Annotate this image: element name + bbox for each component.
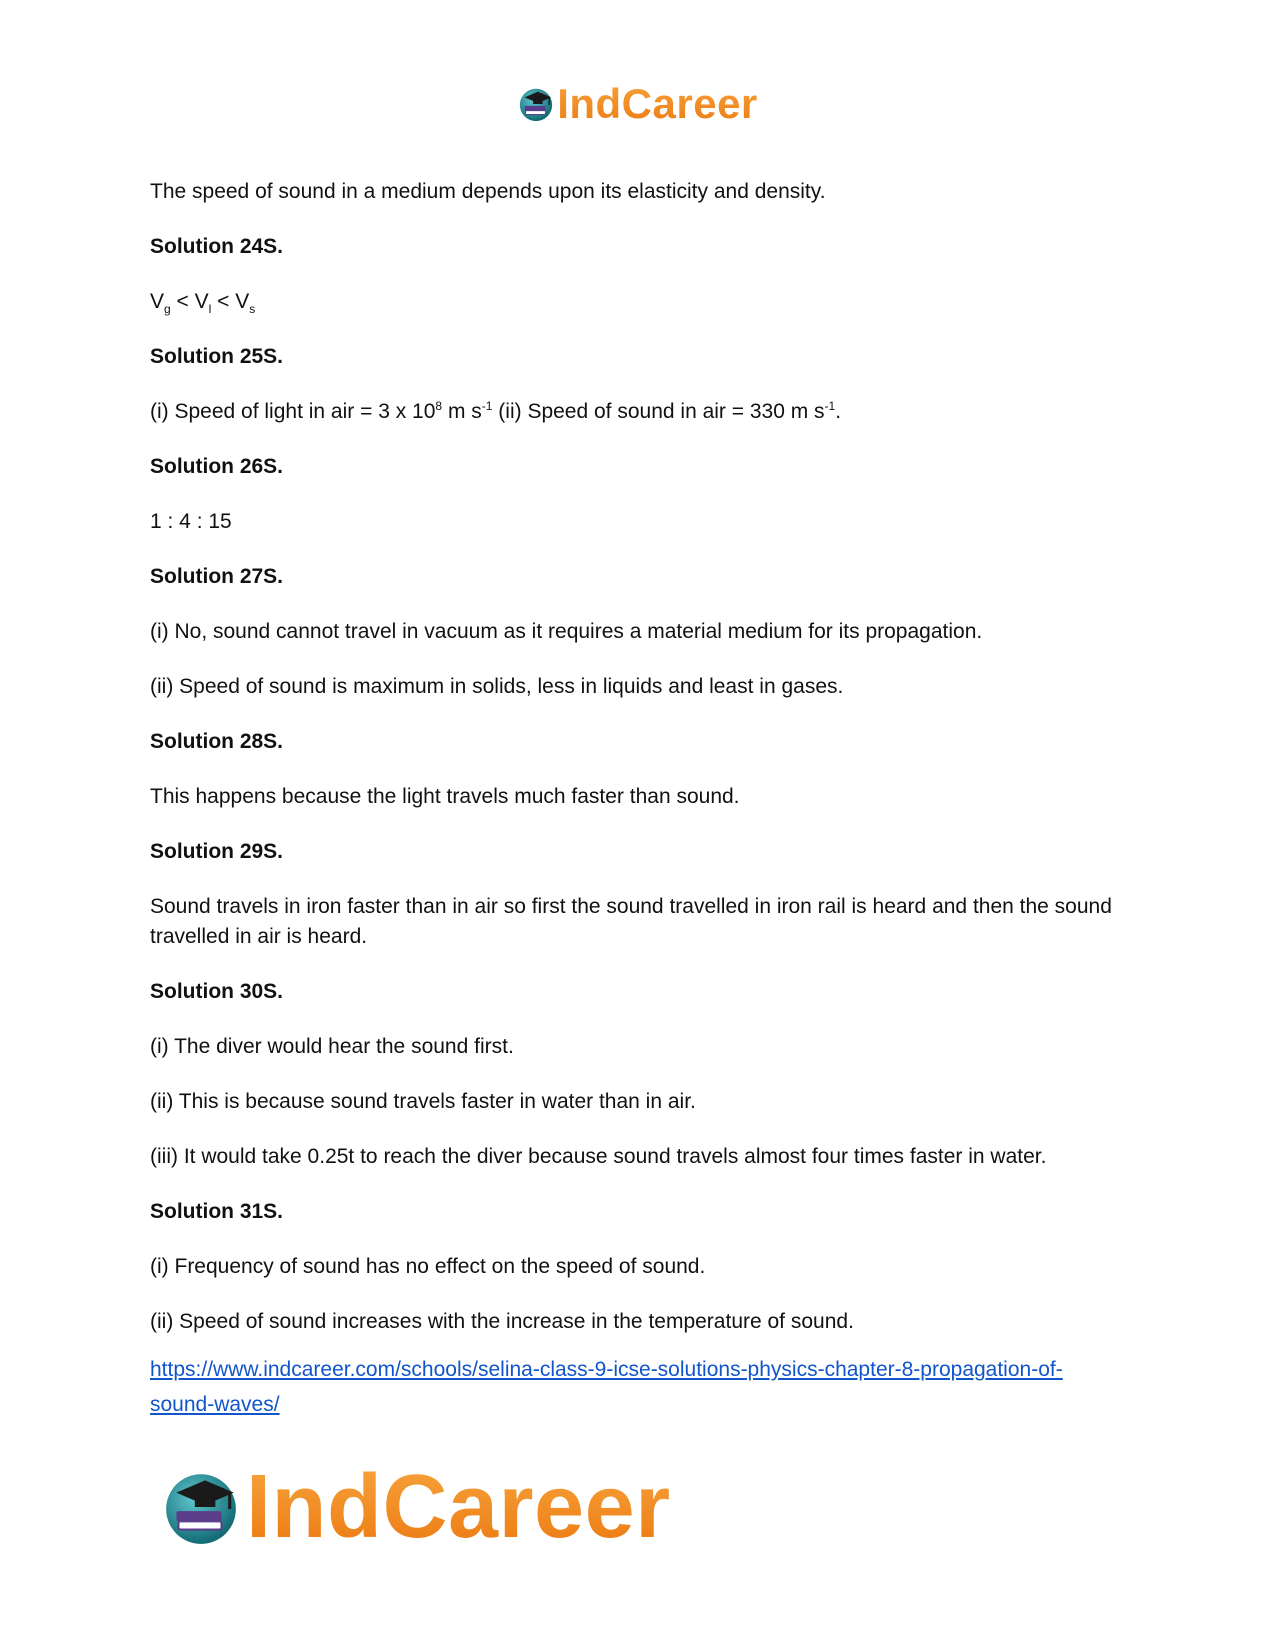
superscript: -1	[824, 399, 836, 413]
solution-31s-part-ii: (ii) Speed of sound increases with the increase in the temperature of sound.	[150, 1310, 854, 1333]
source-link[interactable]: https://www.indcareer.com/schools/selina-class-9-icse-solutions-physics-chapter-8-propagation-of-sound-waves/	[150, 1358, 1063, 1416]
superscript: -1	[481, 399, 493, 413]
graduation-cap-book-globe-icon	[160, 1466, 242, 1548]
subscript-s: s	[249, 302, 256, 317]
solution-28s-answer: This happens because the light travels much faster than sound.	[150, 785, 740, 808]
solution-heading-27s: Solution 27S.	[150, 565, 284, 588]
solution-31s-part-i: (i) Frequency of sound has no effect on the speed of sound.	[150, 1255, 706, 1278]
logo-wordmark: IndCareer	[246, 1457, 671, 1557]
footer-logo	[160, 1457, 671, 1557]
solution-27s-part-i: (i) No, sound cannot travel in vacuum as it requires a material medium for its propagation.	[150, 620, 983, 643]
less-than-v: < V	[211, 290, 250, 313]
solution-30s-part-i: (i) The diver would hear the sound first.	[150, 1035, 514, 1058]
text-run: (i) Speed of light in air = 3 x 10	[150, 400, 436, 423]
solution-heading-29s: Solution 29S.	[150, 840, 284, 863]
source-link-block	[150, 1352, 1125, 1422]
text-run: m s	[442, 400, 482, 423]
text-run: (ii) Speed of sound in air = 330 m s	[492, 400, 825, 423]
solution-heading-31s: Solution 31S.	[150, 1200, 284, 1223]
text-run: .	[835, 400, 842, 423]
logo-wordmark: IndCareer	[557, 80, 758, 127]
paragraph: The speed of sound in a medium depends upon its elasticity and density.	[150, 180, 826, 203]
solution-30s-part-ii: (ii) This is because sound travels faster in water than in air.	[150, 1090, 696, 1113]
solution-heading-28s: Solution 28S.	[150, 730, 284, 753]
subscript-l: l	[208, 302, 212, 317]
v-symbol: V	[150, 290, 165, 313]
solution-29s-answer: Sound travels in iron faster than in air so first the sound travelled in iron rail is heard and then the sound travelled in air is heard.	[150, 895, 1112, 948]
solution-26s-answer: 1 : 4 : 15	[150, 510, 232, 533]
indcareer-logo	[517, 80, 758, 128]
document-body	[150, 177, 1125, 1422]
graduation-cap-book-globe-icon	[517, 85, 555, 123]
solution-27s-part-ii: (ii) Speed of sound is maximum in solids, less in liquids and least in gases.	[150, 675, 844, 698]
less-than-v: < V	[170, 290, 209, 313]
superscript: 8	[435, 399, 443, 413]
solution-heading-24s: Solution 24S.	[150, 235, 284, 258]
subscript-g: g	[164, 302, 171, 317]
solution-24s-answer	[150, 287, 1125, 317]
solution-heading-26s: Solution 26S.	[150, 455, 284, 478]
solution-30s-part-iii: (iii) It would take 0.25t to reach the diver because sound travels almost four times faster in water.	[150, 1145, 1047, 1168]
header-logo	[0, 80, 1275, 128]
solution-heading-25s: Solution 25S.	[150, 345, 284, 368]
solution-heading-30s: Solution 30S.	[150, 980, 284, 1003]
solution-25s-answer	[150, 397, 1125, 427]
